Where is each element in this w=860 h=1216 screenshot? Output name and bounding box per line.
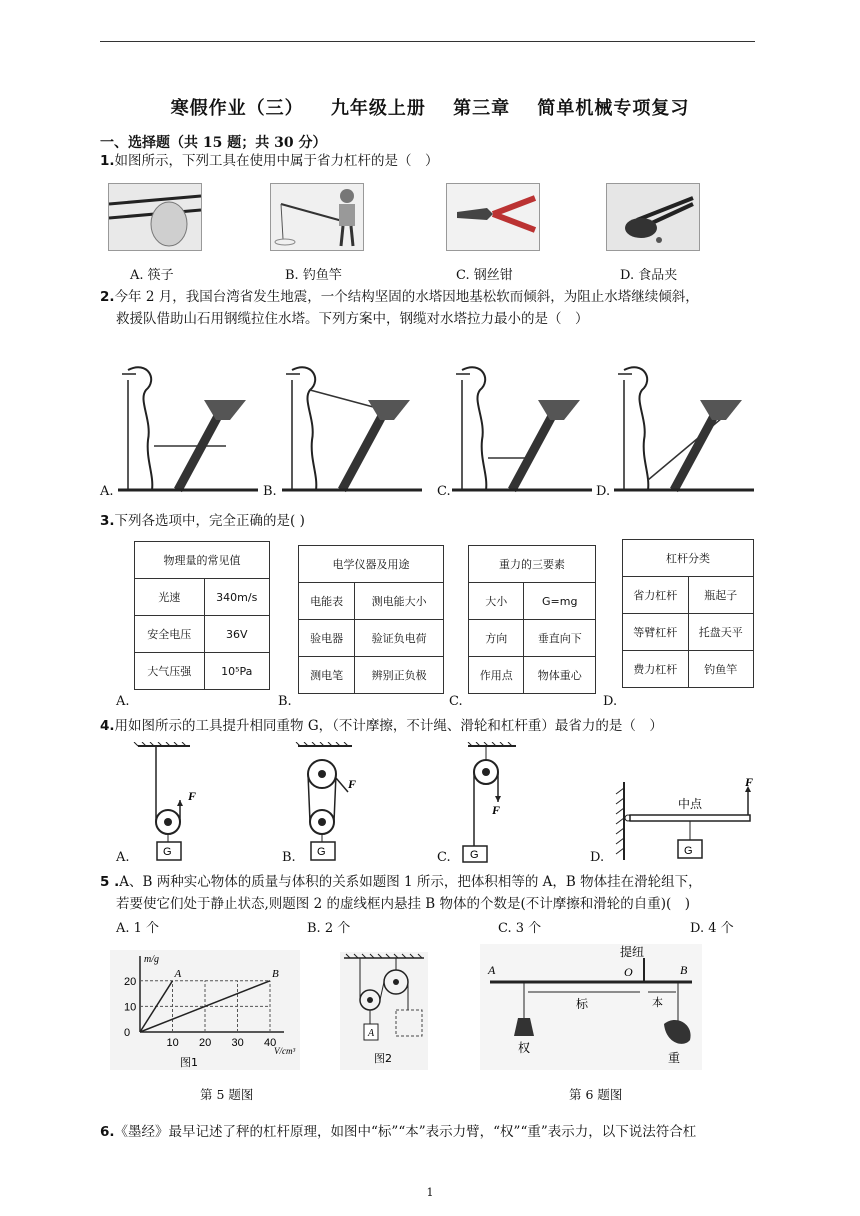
water-tower-diagram-c <box>452 360 592 495</box>
q2-option-d[interactable]: D. <box>596 484 611 499</box>
q4-option-b[interactable]: B. <box>282 850 296 865</box>
q1-text: 如图所示，下列工具在使用中属于省力杠杆的是（ ） <box>114 153 439 169</box>
table-header: 重力的三要素 <box>469 546 596 583</box>
weight-label: G <box>470 849 479 861</box>
q5-line2: 若要使它们处于静止状态,则题图 2 的虚线框内悬挂 B 物体的个数是(不计摩擦和滑轮的自重)( ) <box>116 896 691 912</box>
table-cell: 验证负电荷 <box>355 620 444 657</box>
table-cell: 方向 <box>469 620 524 657</box>
table-cell: 安全电压 <box>135 616 205 653</box>
title-part4: 简单机械专项复习 <box>537 98 690 119</box>
q4-option-c[interactable]: C. <box>437 850 451 865</box>
pulley-diagram-c <box>450 742 530 864</box>
mass-volume-chart <box>110 950 300 1070</box>
q5-option-a[interactable]: A. 1 个 <box>116 921 160 936</box>
y-tick-label: 10 <box>124 1001 137 1014</box>
q5-number: 5 . <box>100 874 120 890</box>
section-heading: 一、选择题（共 15 题；共 30 分） <box>100 135 327 151</box>
q4-number: 4. <box>100 718 115 734</box>
table-cell: 36V <box>204 616 269 653</box>
q2-text-line1: 今年 2 月，我国台湾省发生地震，一个结构坚固的水塔因地基松软而倾斜，为阻止水塔继续倾斜， <box>114 289 699 305</box>
q3-option-c[interactable]: C. <box>449 694 463 709</box>
q5-text-line1: A、B 两种实心物体的质量与体积的关系如题图 1 所示，把体积相等的 A，B 物体挂在滑轮组下， <box>119 874 702 890</box>
table-cell: 大小 <box>469 583 524 620</box>
table-cell: 省力杠杆 <box>623 577 689 614</box>
midpoint-label: 中点 <box>678 797 703 811</box>
page-title <box>0 94 860 120</box>
table-cell: 测电笔 <box>299 657 355 694</box>
table-cell: 垂直向下 <box>524 620 596 657</box>
force-label: F <box>188 789 197 803</box>
q5-option-d[interactable]: D. 4 个 <box>690 921 734 936</box>
q5-figure-caption: 第 5 题图 <box>200 1087 254 1102</box>
q3-option-b[interactable]: B. <box>278 694 292 709</box>
fig2-a-label: A <box>368 1028 375 1039</box>
q2-option-b[interactable]: B. <box>263 484 277 499</box>
x-axis-label: V/cm³ <box>274 1046 296 1056</box>
weight-label: G <box>163 846 172 858</box>
q1-option-a[interactable]: A. 筷子 <box>130 268 174 283</box>
question-4 <box>100 715 760 737</box>
q1-number: 1. <box>100 153 115 169</box>
steelyard-diagram <box>480 944 702 1070</box>
weight-label: G <box>317 846 326 858</box>
series-label-A: A <box>174 967 182 980</box>
q2-option-c[interactable]: C. <box>437 484 451 499</box>
table-cell: 作用点 <box>469 657 524 694</box>
page-number: 1 <box>426 1186 434 1199</box>
table-cell: 费力杠杆 <box>623 651 689 688</box>
weight-label: G <box>684 845 693 857</box>
x-tick-label: 40 <box>264 1037 277 1049</box>
q4-option-d[interactable]: D. <box>590 850 605 865</box>
table-cell: 测电能大小 <box>355 583 444 620</box>
point-a-label: A <box>488 963 496 977</box>
q6-number: 6. <box>100 1124 115 1140</box>
q3-table-c <box>468 545 596 694</box>
handle-label: 提纽 <box>620 945 645 959</box>
q3-option-a[interactable]: A. <box>116 694 130 709</box>
q6-text: 《墨经》最早记述了秤的杠杆原理，如图中“标”“本”表示力臂，“权”“重”表示力，以下说法符合杠 <box>114 1124 697 1140</box>
table-header: 电学仪器及用途 <box>299 546 444 583</box>
quan-label: 权 <box>518 1041 531 1055</box>
question-3 <box>100 510 760 532</box>
force-label: F <box>745 778 754 789</box>
q3-table-b <box>298 545 444 694</box>
table-cell: 托盘天平 <box>688 614 754 651</box>
x-tick-label: 30 <box>231 1037 244 1049</box>
table-cell: 瓶起子 <box>688 577 754 614</box>
table-cell: 验电器 <box>299 620 355 657</box>
header-rule <box>100 41 755 42</box>
q5-option-c[interactable]: C. 3 个 <box>498 921 542 936</box>
q1-option-b[interactable]: B. 钓鱼竿 <box>285 268 342 283</box>
biao-label: 标 <box>576 997 589 1011</box>
food-tongs-image <box>606 183 700 251</box>
question-1 <box>100 150 760 172</box>
y-axis-label: m/g <box>144 954 159 965</box>
table-header: 物理量的常见值 <box>135 542 270 579</box>
title-part3: 第三章 <box>453 98 511 119</box>
force-label: F <box>492 803 501 817</box>
pulley-diagram-b <box>292 742 372 864</box>
q5-option-b[interactable]: B. 2 个 <box>307 921 351 936</box>
y-tick-label: 20 <box>124 975 137 988</box>
x-tick-label: 20 <box>199 1037 212 1049</box>
question-2 <box>100 286 760 308</box>
point-o-label: O <box>624 965 633 979</box>
q3-table-a <box>134 541 270 690</box>
pliers-image <box>446 183 540 251</box>
ben-label: 本 <box>652 996 663 1009</box>
zhong-label: 重 <box>668 1051 681 1065</box>
q3-number: 3. <box>100 513 115 529</box>
q2-number: 2. <box>100 289 115 305</box>
q3-text: 下列各选项中，完全正确的是( ) <box>114 513 305 529</box>
water-tower-diagram-d <box>614 360 754 495</box>
water-tower-diagram-a <box>118 360 258 495</box>
water-tower-diagram-b <box>282 360 422 495</box>
point-b-label: B <box>680 963 688 977</box>
x-tick-label: 10 <box>166 1037 179 1049</box>
force-label: F <box>348 777 357 791</box>
q3-option-d[interactable]: D. <box>603 694 618 709</box>
fig2-caption: 图2 <box>374 1052 392 1065</box>
q3-table-d <box>622 539 754 688</box>
table-header: 杠杆分类 <box>623 540 754 577</box>
chopsticks-image <box>108 183 202 251</box>
q4-text: 用如图所示的工具提升相同重物 G，（不计摩擦，不计绳、滑轮和杠杆重）最省力的是（ ） <box>114 718 663 734</box>
question-6 <box>100 1121 760 1143</box>
table-cell: G=mg <box>524 583 596 620</box>
q2-line2: 救援队借助山石用钢缆拉住水塔。下列方案中，钢缆对水塔拉力最小的是（ ） <box>116 311 589 327</box>
fig1-caption: 图1 <box>180 1056 198 1069</box>
q1-option-c[interactable]: C. 钢丝钳 <box>456 268 513 283</box>
y-tick-label: 0 <box>124 1027 131 1039</box>
q2-option-a[interactable]: A. <box>100 484 114 499</box>
pulley-system-fig2 <box>340 952 428 1070</box>
table-cell: 物体重心 <box>524 657 596 694</box>
q1-option-d[interactable]: D. 食品夹 <box>620 268 678 283</box>
table-cell: 等臂杠杆 <box>623 614 689 651</box>
lever-diagram-d <box>604 778 764 864</box>
q4-option-a[interactable]: A. <box>116 850 130 865</box>
table-cell: 10⁵Pa <box>204 653 269 690</box>
table-cell: 钓鱼竿 <box>688 651 754 688</box>
fishing-rod-image <box>270 183 364 251</box>
question-5 <box>100 871 760 893</box>
pulley-diagram-a <box>130 742 210 864</box>
table-cell: 电能表 <box>299 583 355 620</box>
table-cell: 辨别正负极 <box>355 657 444 694</box>
series-label-B: B <box>272 967 279 980</box>
table-cell: 大气压强 <box>135 653 205 690</box>
title-part2: 九年级上册 <box>330 98 426 119</box>
table-cell: 光速 <box>135 579 205 616</box>
title-part1: 寒假作业（三） <box>170 98 304 119</box>
table-cell: 340m/s <box>204 579 269 616</box>
q6-figure-caption: 第 6 题图 <box>569 1087 623 1102</box>
